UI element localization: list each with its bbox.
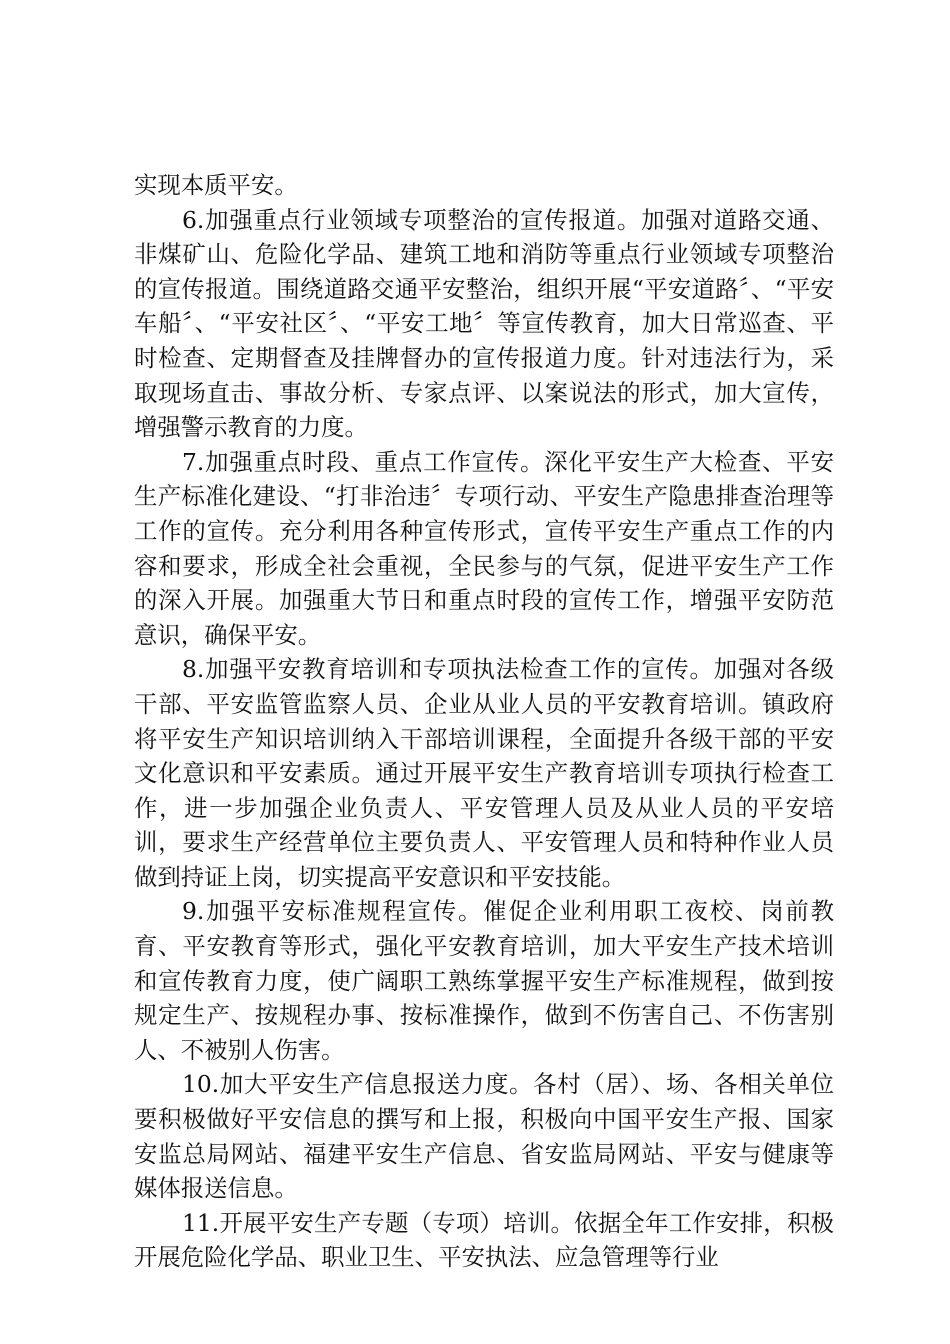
paragraph-item-9: 9.加强平安标准规程宣传。催促企业利用职工夜校、岗前教育、平安教育等形式，强化平安教育培训，加大平安生产技术培训和宣传教育力度，使广阔职工熟练掌握平安生产标准规程，做到按规定生产、按规程办事、按标准操作，做到不伤害自己、不伤害别人、不被别人伤害。 — [134, 897, 834, 1064]
paragraph-item-10: 10.加大平安生产信息报送力度。各村（居）、场、各相关单位要积极做好平安信息的撰写和上报，积极向中国平安生产报、国家安监总局网站、福建平安生产信息、省安监局网站、平安与健康等媒体报送信息。 — [134, 1070, 834, 1203]
paragraph-item-8: 8.加强平安教育培训和专项执法检查工作的宣传。加强对各级干部、平安监管监察人员、企业从业人员的平安教育培训。镇政府将平安生产知识培训纳入干部培训课程，全面提升各级干部的平安文化意识和平安素质。通过开展平安生产教育培训专项执行检查工作，进一步加强企业负责人、平安管理人员及从业人员的平安培训，要求生产经营单位主要负责人、平安管理人员和特种作业人员做到持证上岗，切实提高平安意识和平安技能。 — [134, 655, 834, 891]
paragraph-item-7: 7.加强重点时段、重点工作宣传。深化平安生产大检查、平安生产标准化建设、“打非治违〞专项行动、平安生产隐患排查治理等工作的宣传。充分利用各种宣传形式，宣传平安生产重点工作的内容和要求，形成全社会重视，全民参与的气氛，促进平安生产工作的深入开展。加强重大节日和重点时段的宣传工作，增强平安防范意识，确保平安。 — [134, 447, 834, 649]
document-page — [134, 168, 834, 1275]
paragraph-item-6: 6.加强重点行业领域专项整治的宣传报道。加强对道路交通、非煤矿山、危险化学品、建筑工地和消防等重点行业领域专项整治的宣传报道。围绕道路交通平安整治，组织开展“平安道路〞、“平安车船〞、“平安社区〞、“平安工地〞等宣传教育，加大日常巡查、平时检查、定期督查及挂牌督办的宣传报道力度。针对违法行为，采取现场直击、事故分析、专家点评、以案说法的形式，加大宣传，增强警示教育的力度。 — [134, 205, 834, 442]
paragraph-item-11: 11.开展平安生产专题（专项）培训。依据全年工作安排，积极开展危险化学品、职业卫生、平安执法、应急管理等行业 — [134, 1208, 834, 1272]
paragraph-continuation: 实现本质平安。 — [134, 171, 298, 199]
